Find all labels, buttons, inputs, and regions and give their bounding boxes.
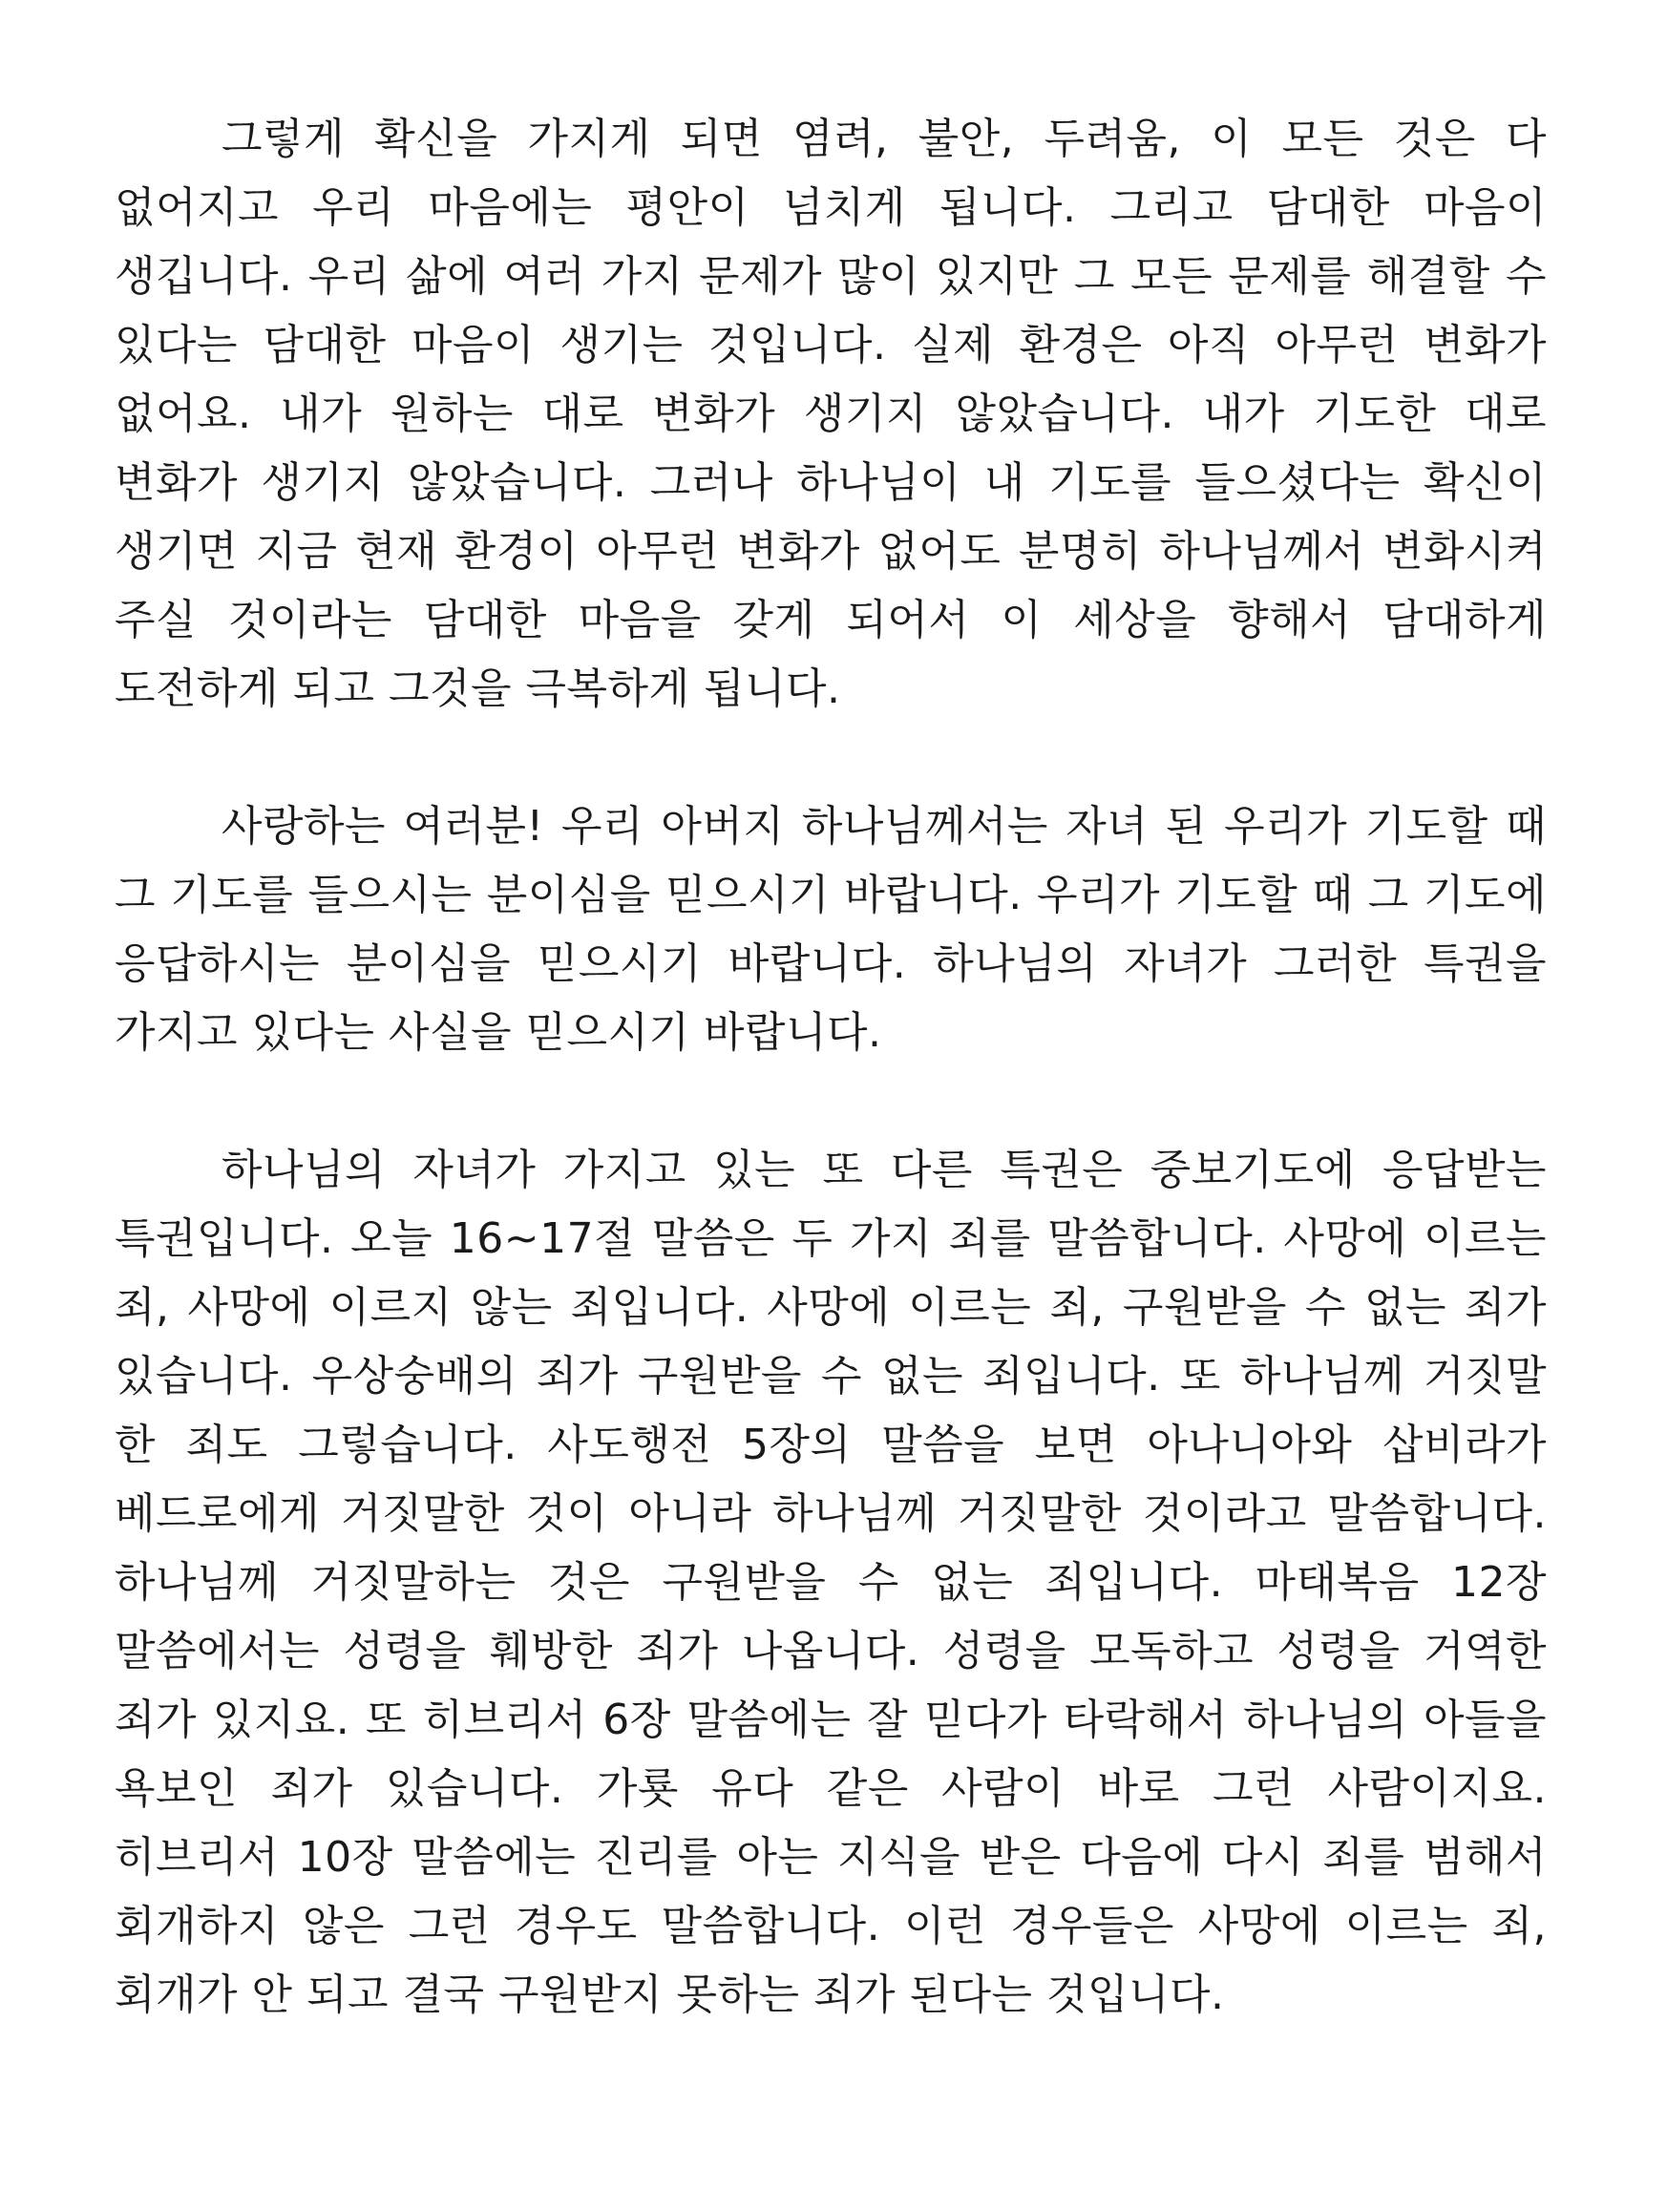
paragraph-3: 하나님의 자녀가 가지고 있는 또 다른 특권은 중보기도에 응답받는 특권입니다. 오늘 16~17절 말씀은 두 가지 죄를 말씀합니다. 사망에 이르는 죄, 사망에 이르지 않는 죄입니다. 사망에 이르는 죄, 구원받을 수 없는 죄가 있습니다. 우상숭배의 죄가 구원받을 수 없는 죄입니다. 또 하나님께 거짓말 한 죄도 그렇습니다. 사도행전 5장의 말씀을 보면 아나니아와 삽비라가 베드로에게 거짓말한 것이 아니라 하나님께 거짓말한 것이라고 말씀합니다. 하나님께 거짓말하는 것은 구원받을 수 없는 죄입니다. 마태복음 12장 말씀에서는 성령을 훼방한 죄가 나옵니다. 성령을 모독하고 성령을 거역한 죄가 있지요. 또 히브리서 6장 말씀에는 잘 믿다가 타락해서 하나님의 아들을 욕보인 죄가 있습니다. 가룟 유다 같은 사람이 바로 그런 사람이지요. 히브리서 10장 말씀에는 진리를 아는 지식을 받은 다음에 다시 죄를 범해서 회개하지 않은 그런 경우도 말씀합니다. 이런 경우들은 사망에 이르는 죄, 회개가 안 되고 결국 구원받지 못하는 죄가 된다는 것입니다. (115, 1146, 1547, 2019)
paragraph-2: 사랑하는 여러분! 우리 아버지 하나님께서는 자녀 된 우리가 기도할 때 그 기도를 들으시는 분이심을 믿으시기 바랍니다. 우리가 기도할 때 그 기도에 응답하시는 분이심을 믿으시기 바랍니다. 하나님의 자녀가 그러한 특권을 가지고 있다는 사실을 믿으시기 바랍니다. (115, 802, 1547, 1057)
paragraph-1: 그렇게 확신을 가지게 되면 염려, 불안, 두려움, 이 모든 것은 다 없어지고 우리 마음에는 평안이 넘치게 됩니다. 그리고 담대한 마음이 생깁니다. 우리 삶에 여러 가지 문제가 많이 있지만 그 모든 문제를 해결할 수 있다는 담대한 마음이 생기는 것입니다. 실제 환경은 아직 아무런 변화가 없어요. 내가 원하는 대로 변화가 생기지 않았습니다. 내가 기도한 대로 변화가 생기지 않았습니다. 그러나 하나님이 내 기도를 들으셨다는 확신이 생기면 지금 현재 환경이 아무런 변화가 없어도 분명히 하나님께서 변화시켜 주실 것이라는 담대한 마음을 갖게 되어서 이 세상을 향해서 담대하게 도전하게 되고 그것을 극복하게 됩니다. (115, 115, 1547, 713)
document-body (115, 105, 1547, 2030)
